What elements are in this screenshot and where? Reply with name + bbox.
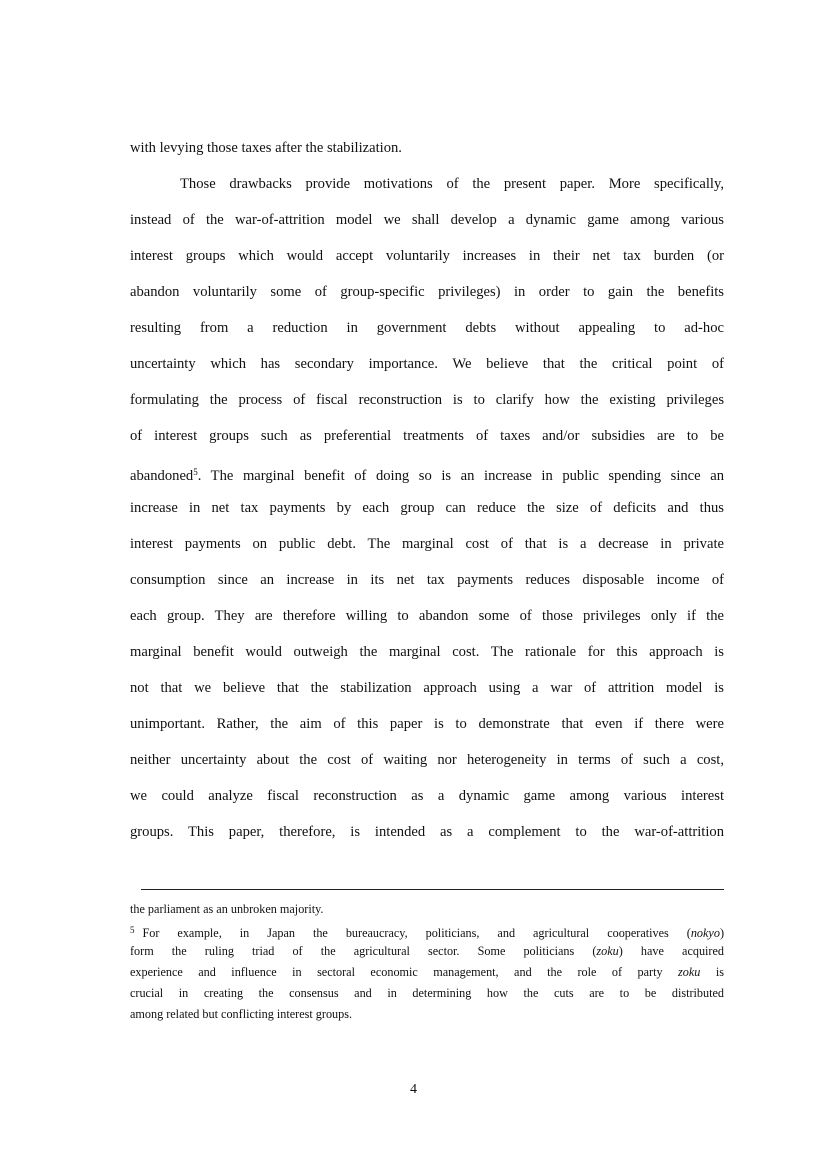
footnote-reference: 5	[193, 467, 198, 477]
footnote-line: crucial in creating the consensus and in determining how the cuts are to be distributed	[130, 986, 724, 1000]
text-line: instead of the war-of-attrition model we shall develop a dynamic game among various	[130, 212, 724, 228]
text-line: resulting from a reduction in government debts without appealing to ad-hoc	[130, 320, 724, 336]
text-line: interest groups which would accept voluntarily increases in their net tax burden (or	[130, 248, 724, 264]
text-fragment: ) have acquired	[618, 944, 724, 958]
footnote-continuation: the parliament as an unbroken majority.	[130, 902, 324, 916]
footnote-marker: 5	[130, 925, 135, 935]
body-text	[130, 136, 724, 856]
text-line: of interest groups such as preferential treatments of taxes and/or subsidies are to be	[130, 428, 724, 444]
text-line-with-footnote-ref	[130, 460, 724, 496]
text-fragment: is	[700, 965, 724, 979]
text-line: formulating the process of fiscal reconstruction is to clarify how the existing privileges	[130, 392, 724, 408]
footnote-line	[130, 962, 724, 983]
text-fragment: For example, in Japan the bureaucracy, politicians, and agricultural cooperatives (	[142, 926, 691, 940]
text-line: increase in net tax payments by each group can reduce the size of deficits and thus	[130, 500, 724, 516]
text-fragment: form the ruling triad of the agricultural sector. Some politicians (	[130, 944, 597, 958]
text-line: uncertainty which has secondary importance. We believe that the critical point of	[130, 356, 724, 372]
text-fragment: abandoned	[130, 468, 194, 484]
text-line: not that we believe that the stabilization approach using a war of attrition model is	[130, 680, 724, 696]
page-number: 4	[410, 1082, 417, 1097]
text-line: abandon voluntarily some of group-specific privileges) in order to gain the benefits	[130, 284, 724, 300]
text-line: we could analyze fiscal reconstruction as a dynamic game among various interest	[130, 788, 724, 804]
text-line: consumption since an increase in its net tax payments reduces disposable income of	[130, 572, 724, 588]
italic-term: nokyo	[690, 926, 720, 940]
text-line: neither uncertainty about the cost of waiting nor heterogeneity in terms of such a cost,	[130, 752, 724, 768]
footnote-line: among related but conflicting interest groups.	[130, 1007, 353, 1021]
text-fragment: experience and influence in sectoral economic management, and the role of party	[130, 965, 679, 979]
footnote-line	[130, 941, 724, 962]
text-fragment: . The marginal benefit of doing so is an increase in public spending since an	[197, 468, 724, 484]
text-line: with levying those taxes after the stabilization.	[130, 140, 402, 156]
paragraph-start-line: Those drawbacks provide motivations of the present paper. More specifically,	[180, 176, 724, 192]
text-line: each group. They are therefore willing to abandon some of those privileges only if the	[130, 608, 724, 624]
italic-term: zoku	[596, 944, 619, 958]
footnote-line	[130, 920, 724, 941]
text-fragment: )	[719, 926, 724, 940]
footnote-separator	[141, 889, 724, 890]
text-line: marginal benefit would outweigh the marginal cost. The rationale for this approach is	[130, 644, 724, 660]
text-line: unimportant. Rather, the aim of this paper is to demonstrate that even if there were	[130, 716, 724, 732]
italic-term: zoku	[678, 965, 701, 979]
text-line: interest payments on public debt. The marginal cost of that is a decrease in private	[130, 536, 724, 552]
footnotes	[130, 899, 724, 1025]
text-line: groups. This paper, therefore, is intended as a complement to the war-of-attrition	[130, 824, 724, 840]
